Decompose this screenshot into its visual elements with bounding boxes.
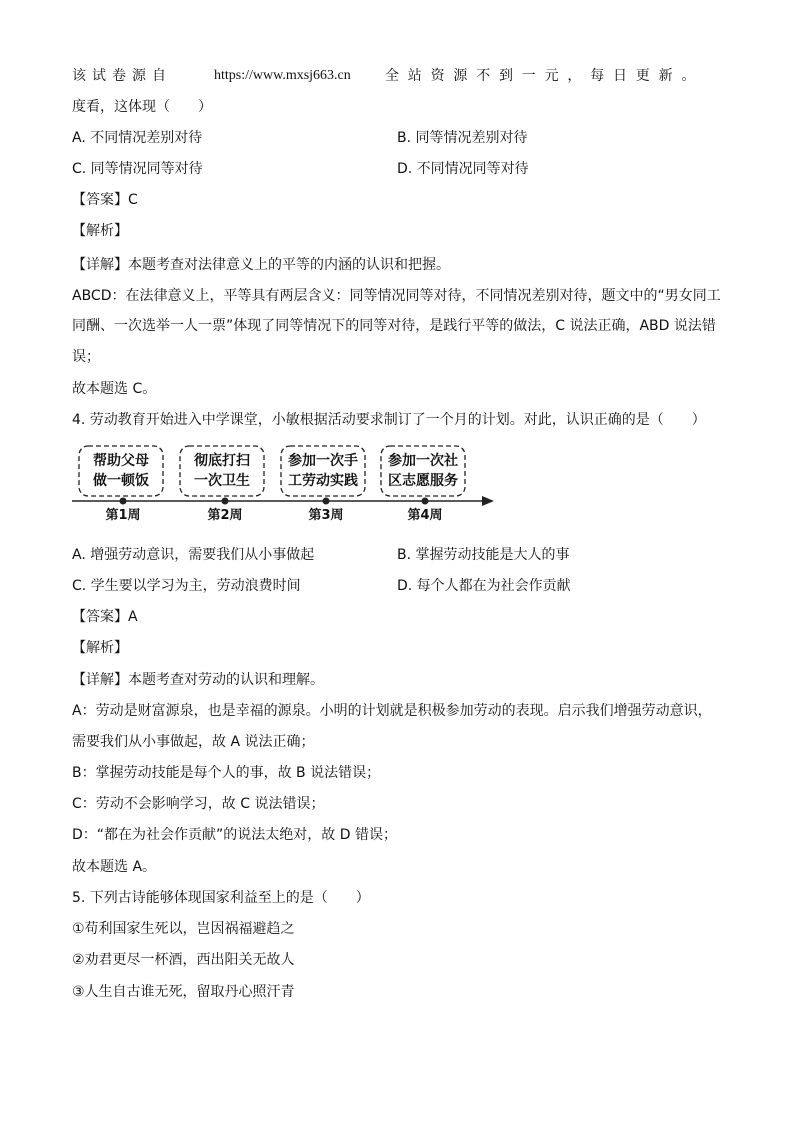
timeline-arrow-head xyxy=(482,496,494,506)
timeline-box-text-week2 xyxy=(180,451,264,491)
q4-option-c: C. 学生要以学习为主，劳动浪费时间 xyxy=(72,578,301,594)
q3-detail-line: 同酬、一次选举一人一票”体现了同等情况下的同等对待，是践行平等的做法，C 说法正确，ABD 说法错 xyxy=(72,318,716,334)
timeline-box-line: 彻底打扫 xyxy=(194,453,250,469)
q5-item: ③人生自古谁无死，留取丹心照汗青 xyxy=(72,984,295,1000)
q4-stem: 4. 劳动教育开始进入中学课堂，小敏根据活动要求制订了一个月的计划。对此，认识正确的是（ ） xyxy=(72,412,706,428)
q3-detail-line: 【详解】本题考查对法律意义上的平等的内涵的认识和把握。 xyxy=(72,257,450,273)
header-url[interactable]: https://www.mxsj663.cn xyxy=(214,68,351,83)
timeline-week-label: 第2周 xyxy=(207,508,243,523)
q5-item: ②劝君更尽一杯酒，西出阳关无故人 xyxy=(72,952,295,968)
timeline-box-line: 参加一次社 xyxy=(388,453,458,469)
q4-detail-line: C：劳动不会影响学习，故 C 说法错误； xyxy=(72,796,325,812)
timeline-box-line: 参加一次手 xyxy=(288,453,358,469)
q4-analysis-label: 【解析】 xyxy=(72,640,128,656)
timeline-box-text-week3 xyxy=(281,451,365,491)
q4-detail-line: A：劳动是财富源泉，也是幸福的源泉。小明的计划就是积极参加劳动的表现。启示我们增强劳动意识， xyxy=(72,703,712,719)
q4-option-d: D. 每个人都在为社会作贡献 xyxy=(397,578,571,594)
q4-answer: 【答案】A xyxy=(72,609,138,625)
header-source-text: 该试卷源自 xyxy=(72,68,172,84)
q4-detail-line: 故本题选 A。 xyxy=(72,859,157,875)
q4-detail-line: B：掌握劳动技能是每个人的事，故 B 说法错误； xyxy=(72,765,381,781)
q3-option-b: B. 同等情况差别对待 xyxy=(397,130,528,146)
timeline-box-line: 做一顿饭 xyxy=(93,473,149,489)
q3-detail-line: 误； xyxy=(72,349,100,365)
timeline-box-text-week1 xyxy=(79,451,163,491)
timeline-box-line: 区志愿服务 xyxy=(388,473,458,489)
timeline-box-line: 工劳动实践 xyxy=(288,473,358,489)
q3-option-a: A. 不同情况差别对待 xyxy=(72,130,203,146)
q4-detail-line: D：“都在为社会作贡献”的说法太绝对，故 D 错误； xyxy=(72,827,397,843)
timeline-box-line: 一次卫生 xyxy=(194,473,250,489)
timeline-week-label: 第3周 xyxy=(308,508,344,523)
q3-stem-tail: 度看，这体现（ ） xyxy=(72,99,212,115)
q4-option-a: A. 增强劳动意识，需要我们从小事做起 xyxy=(72,547,315,563)
header-slogan: 全站资源不到一元，每日更新。 xyxy=(385,68,705,84)
timeline-week-label: 第1周 xyxy=(105,508,141,523)
q5-item: ①苟利国家生死以，岂因祸福避趋之 xyxy=(72,921,295,937)
timeline-week-label: 第4周 xyxy=(407,508,443,523)
timeline-box-text-week4 xyxy=(381,451,465,491)
q3-detail-line: 故本题选 C。 xyxy=(72,381,157,397)
q4-option-b: B. 掌握劳动技能是大人的事 xyxy=(397,547,570,563)
page-header xyxy=(0,66,794,86)
timeline-box-line: 帮助父母 xyxy=(93,453,149,469)
q3-detail-line: ABCD：在法律意义上，平等具有两层含义：同等情况同等对待，不同情况差别对待，题文中的“男女同工 xyxy=(72,288,721,304)
q4-timeline-figure xyxy=(70,440,500,528)
q3-option-c: C. 同等情况同等对待 xyxy=(72,161,203,177)
q3-option-d: D. 不同情况同等对待 xyxy=(397,161,529,177)
q4-detail-line: 需要我们从小事做起，故 A 说法正确； xyxy=(72,734,315,750)
q3-answer: 【答案】C xyxy=(72,192,138,208)
q5-stem: 5. 下列古诗能够体现国家利益至上的是（ ） xyxy=(72,890,370,906)
q4-detail-line: 【详解】本题考查对劳动的认识和理解。 xyxy=(72,672,324,688)
q3-analysis-label: 【解析】 xyxy=(72,223,128,239)
